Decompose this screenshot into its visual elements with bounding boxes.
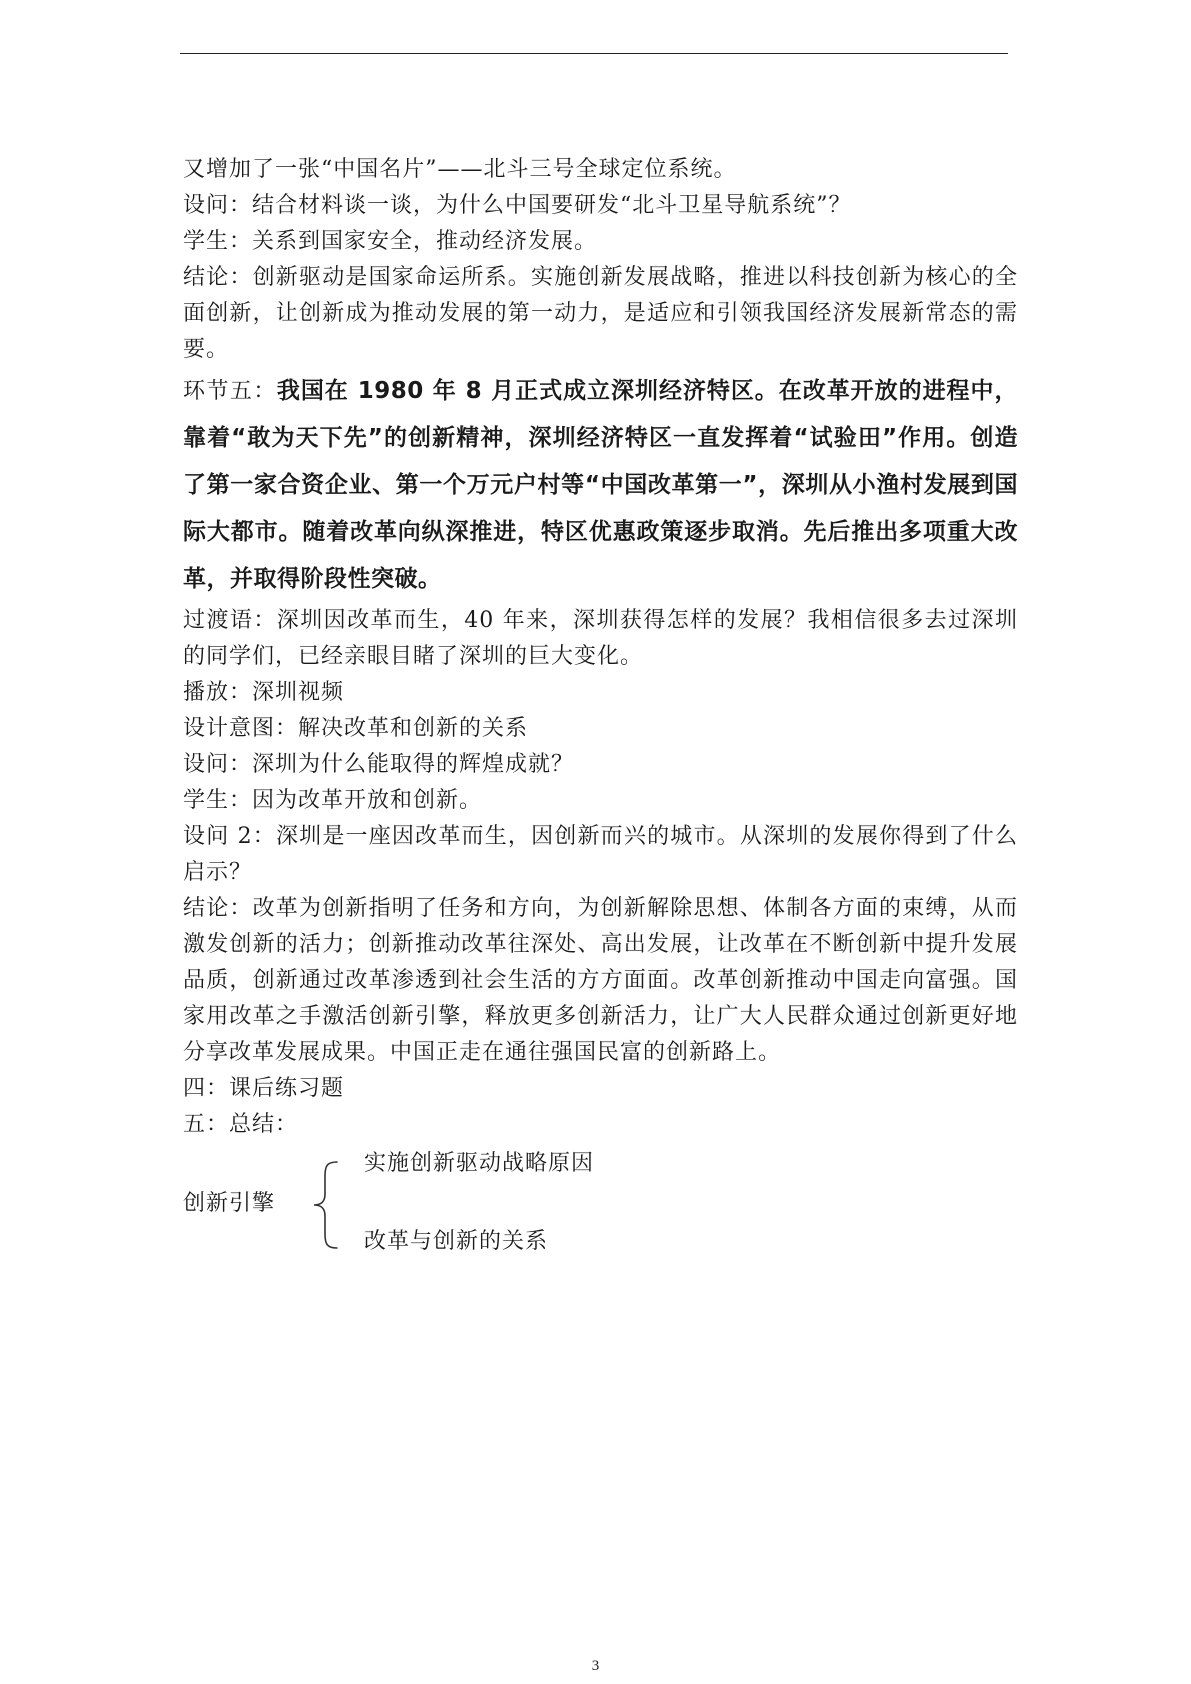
- section-five-lead: 环节五：: [183, 379, 277, 404]
- page-number: 3: [591, 1658, 600, 1674]
- summary-heading: 五：总结：: [183, 1112, 299, 1137]
- paragraph: 又增加了一张“中国名片”——北斗三号全球定位系统。: [183, 157, 737, 182]
- conclusion-paragraph: 结论：改革为创新指明了任务和方向，为创新解除思想、体制各方面的束缚，从而激发创新的活力；创新推动改革往深处、高出发展，让改革在不断创新中提升发展品质，创新通过改革渗透到社会生活的方方面面。改革创新推动中国走向富强。国家用改革之手激活创新引擎，释放更多创新活力，让广大人民群众通过创新更好地分享改革发展成果。中国正走在通往强国民富的创新路上。: [183, 896, 1018, 1065]
- question-paragraph: 设问：深圳为什么能取得的辉煌成就？: [183, 752, 575, 777]
- curly-brace-icon: [311, 1160, 341, 1250]
- header-rule: [180, 53, 1008, 54]
- section-five-paragraph: [183, 368, 1018, 603]
- section-five-body: 我国在 1980 年 8 月正式成立深圳经济特区。在改革开放的进程中，靠着“敢为天下先”的创新精神，深圳经济特区一直发挥着“试验田”作用。创造了第一家合资企业、第一个万元户村等“中国改革第一”，深圳从小渔村发展到国际大都市。随着改革向纵深推进，特区优惠政策逐步取消。先后推出多项重大改革，并取得阶段性突破。: [183, 378, 1018, 592]
- design-intent-paragraph: 设计意图：解决改革和创新的关系: [183, 716, 529, 741]
- exercise-heading: 四：课后练习题: [183, 1076, 345, 1101]
- conclusion-paragraph: 结论：创新驱动是国家命运所系。实施创新发展战略，推进以科技创新为核心的全面创新，让创新成为推动发展的第一动力，是适应和引领我国经济发展新常态的需要。: [183, 265, 1018, 362]
- question-2-paragraph: 设问 2：深圳是一座因改革而生，因创新而兴的城市。从深圳的发展你得到了什么启示？: [183, 824, 1018, 885]
- play-video-paragraph: 播放：深圳视频: [183, 680, 345, 705]
- summary-branch-relation: 改革与创新的关系: [364, 1229, 549, 1254]
- question-paragraph: 设问：结合材料谈一谈，为什么中国要研发“北斗卫星导航系统”？: [183, 193, 852, 218]
- body-text: [183, 152, 1018, 1143]
- transition-paragraph: 过渡语：深圳因改革而生，40 年来，深圳获得怎样的发展？我相信很多去过深圳的同学们，已经亲眼目睹了深圳的巨大变化。: [183, 608, 1018, 669]
- student-answer-paragraph: 学生：因为改革开放和创新。: [183, 788, 483, 813]
- summary-diagram: [183, 1148, 883, 1278]
- summary-root: 创新引擎: [183, 1191, 276, 1216]
- summary-branch-reason: 实施创新驱动战略原因: [364, 1151, 595, 1176]
- student-answer-paragraph: 学生：关系到国家安全，推动经济发展。: [183, 229, 598, 254]
